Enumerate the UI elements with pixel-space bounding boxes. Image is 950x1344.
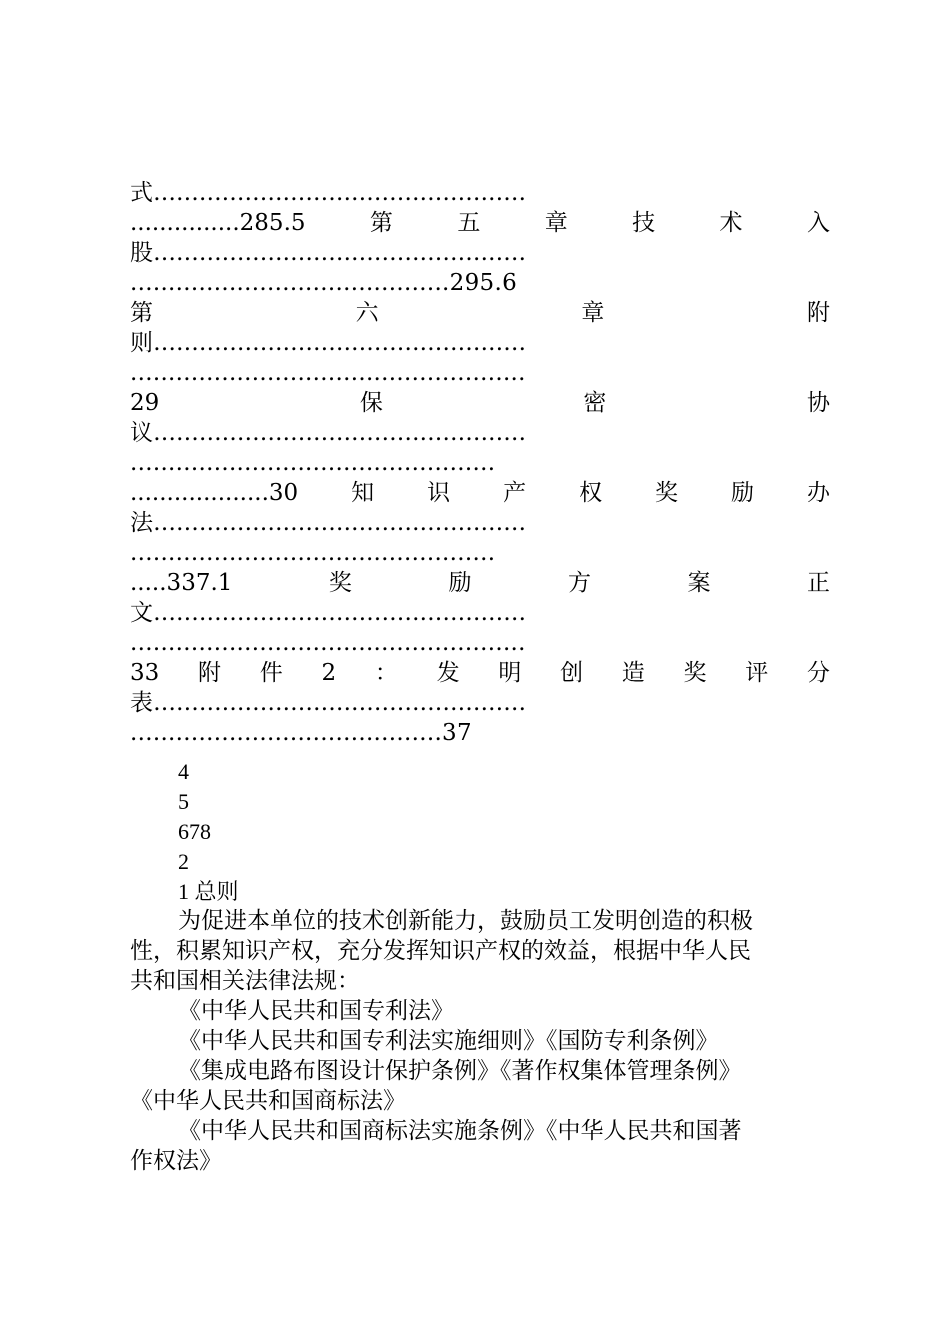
toc-leader: ...................30 (130, 480, 299, 506)
toc-line: 表................................................. (130, 690, 527, 716)
toc-line: ..........................................295.6 (130, 270, 518, 296)
toc-line: 议................................................. (130, 420, 527, 446)
toc-line: 法................................................. (130, 510, 527, 536)
toc-word: 33 (130, 660, 160, 686)
toc-word: 明 (498, 660, 522, 686)
toc-word: 方 (567, 570, 591, 596)
toc-line: ................................................ (130, 450, 496, 476)
toc-word: 五 (457, 210, 481, 236)
law-title: 《中华人民共和国专利法》 (178, 998, 454, 1024)
toc-word: 办 (806, 480, 830, 506)
toc-word: 评 (745, 660, 769, 686)
toc-word: 章 (544, 210, 568, 236)
toc-word: 创 (560, 660, 584, 686)
toc-line-chapter-6 (130, 298, 830, 328)
toc-word: 奖 (328, 570, 352, 596)
toc-line-confidentiality (130, 388, 830, 418)
toc-word: 奖 (683, 660, 707, 686)
toc-word: 权 (579, 480, 603, 506)
section-heading: 1 总则 (178, 879, 239, 904)
toc-word: 产 (503, 480, 527, 506)
toc-word: ： (374, 660, 398, 686)
law-title: 《中华人民共和国商标法实施条例》《中华人民共和国著 (178, 1118, 742, 1144)
toc-word: 识 (427, 480, 451, 506)
toc-word: 正 (806, 570, 830, 596)
toc-line: 式................................................. (130, 180, 527, 206)
toc-word: 附 (806, 300, 830, 326)
toc-word: 发 (436, 660, 460, 686)
toc-word: 章 (581, 300, 605, 326)
toc-line: 股................................................. (130, 240, 527, 266)
toc-word: 第 (369, 210, 393, 236)
toc-leader: .....337.1 (130, 570, 233, 596)
page-number: 5 (178, 789, 189, 814)
toc-line: 文................................................. (130, 600, 527, 626)
toc-word: 协 (806, 390, 830, 416)
toc-word: 第 (130, 300, 153, 326)
toc-line-attachment-2 (130, 658, 830, 688)
toc-word: 六 (355, 300, 379, 326)
law-title: 《中华人民共和国专利法实施细则》《国防专利条例》 (178, 1028, 719, 1054)
toc-word: 29 (130, 390, 160, 416)
page-number: 4 (178, 759, 189, 784)
toc-line: ................................................ (130, 540, 496, 566)
toc-word: 保 (359, 390, 383, 416)
toc-line: .........................................37 (130, 720, 472, 746)
law-title: 作权法》 (130, 1148, 222, 1174)
body-paragraph-line: 共和国相关法律法规： (130, 968, 360, 994)
toc-line: 则................................................. (130, 330, 527, 356)
toc-leader: ...............285.5 (130, 210, 306, 236)
toc-line-ip-reward (130, 478, 830, 508)
toc-word: 案 (687, 570, 711, 596)
page-number: 2 (178, 849, 189, 874)
toc-word: 励 (448, 570, 472, 596)
toc-line: .................................................... (130, 630, 526, 656)
toc-word: 奖 (655, 480, 679, 506)
page-number: 678 (178, 819, 211, 844)
toc-word: 技 (632, 210, 656, 236)
law-title: 《中华人民共和国商标法》 (130, 1088, 406, 1114)
toc-word: 励 (731, 480, 754, 506)
toc-word: 2 (321, 660, 337, 686)
toc-word: 术 (719, 210, 743, 236)
toc-line: .................................................... (130, 360, 526, 386)
toc-word: 入 (806, 210, 830, 236)
toc-word: 分 (807, 660, 830, 686)
toc-word: 造 (621, 660, 645, 686)
toc-word: 知 (351, 480, 375, 506)
toc-line-reward-plan (130, 568, 830, 598)
toc-word: 密 (583, 390, 607, 416)
law-title: 《集成电路布图设计保护条例》《著作权集体管理条例》 (178, 1058, 742, 1084)
body-paragraph-line: 为促进本单位的技术创新能力，鼓励员工发明创造的积极 (178, 908, 753, 934)
toc-word: 件 (259, 660, 283, 686)
toc-word: 附 (198, 660, 222, 686)
body-paragraph-line: 性，积累知识产权，充分发挥知识产权的效益，根据中华人民 (130, 938, 751, 964)
toc-line-chapter-5 (130, 208, 830, 238)
